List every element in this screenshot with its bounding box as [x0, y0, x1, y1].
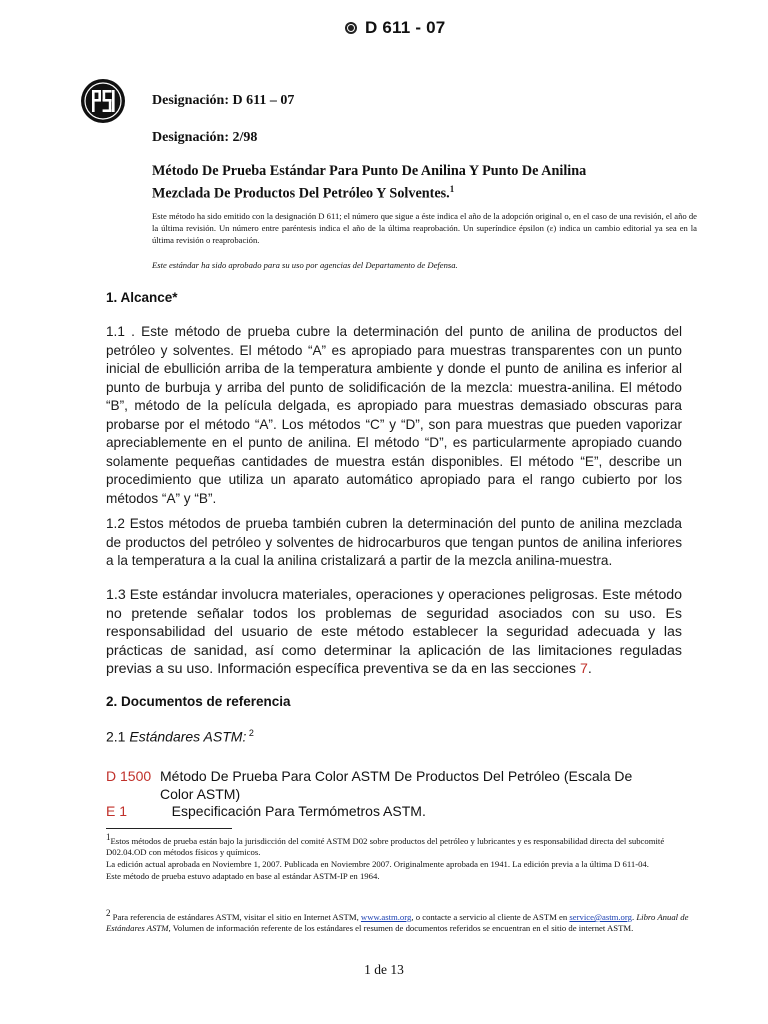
reference-row: [106, 802, 666, 820]
footnote-1-line: La edición actual aprobada en Noviembre 1, 2007. Publicada en Noviembre 2007. Originalmente aprobada en 1941. La edición previa a la última D 611-04.: [106, 859, 649, 870]
section-2-heading: 2. Documentos de referencia: [106, 694, 291, 709]
page-number: 1 de 13: [364, 962, 404, 977]
section-1-heading: 1. Alcance*: [106, 290, 178, 305]
paragraph-1-3: [106, 586, 682, 679]
footnote-divider: [106, 828, 232, 829]
astm-website-link[interactable]: www.astm.org: [360, 911, 412, 922]
document-code: D 611 - 07: [365, 18, 446, 37]
footnote-1-line: $^1$Estos métodos de prueba están bajo la jurisdicción del comité ASTM D02 sobre productos del petróleo y lubricantes y es responsabilidad directa del subcomité D02.04.OD con métodos físicos y químicos.: [106, 832, 665, 858]
subsection-2-1-number: 2.1: [106, 728, 130, 745]
document-code-header: [345, 18, 445, 38]
subsection-2-1: [106, 728, 254, 745]
astm-email-link[interactable]: service@astm.org: [569, 911, 632, 922]
designation-line-1: Designación: D 611 – 07: [152, 93, 295, 108]
astm-small-logo-icon: [345, 22, 357, 34]
issuance-note: Este método ha sido emitido con la designación D 611; el número que sigue a éste indica el año de la adopción original o, en el caso de una revisión, el año de la última revisión. Un número entre paréntesis indica el año de la última reaprobación. Un superíndice épsilon (ε) indica un cambio editorial ya sea en la última revisión o reaprobación.: [152, 211, 697, 245]
footnote-1: [106, 832, 696, 882]
document-title-text: Método De Prueba Estándar Para Punto De Anilina Y Punto De Anilina Mezclada De Productos Del Petróleo Y Solventes.: [152, 163, 587, 202]
designation-line-2: Designación: 2/98: [152, 130, 258, 145]
reference-title: Método De Prueba Para Color ASTM De Productos Del Petróleo (Escala De Color ASTM): [160, 768, 633, 802]
annual-book-title: Libro Anual de Estándares ASTM: [106, 911, 689, 934]
paragraph-1-3-end: .: [587, 661, 592, 677]
defense-note: Este estándar ha sido aprobado para su uso por agencias del Departamento de Defensa.: [152, 260, 458, 270]
reference-title: Especificación Para Termómetros ASTM.: [160, 803, 426, 819]
footnote-1-mark: 1: [106, 832, 111, 842]
reference-code-link[interactable]: D 1500: [106, 768, 152, 784]
document-title: [152, 162, 632, 203]
paragraph-1-2: 1.2 Estos métodos de prueba también cubren la determinación del punto de anilina mezclada de productos del petróleo y solventes de hidrocarburos que tengan puntos de anilina inferiores a la temperatura a la cual la anilina cristalizará a partir de la mezcla anilina-muestra.: [106, 516, 682, 568]
subsection-2-1-label: Estándares ASTM:: [129, 728, 247, 745]
footnote-1-line: Este método de prueba estuvo adaptado en base al estándar ASTM-IP en 1964.: [106, 870, 380, 881]
footnote-2-mark: 2: [106, 908, 111, 918]
footnote-2: $^2$ Para referencia de estándares ASTM, visitar el sitio en Internet ASTM, www.astm.org, o contacte a servicio al cliente de ASTM en service@astm.org. Libro Anual de Estándares ASTM, Volumen de información referente de los estándares el resumen de documentos referidos se encuentran en el sitio de internet ASTM.: [106, 908, 689, 934]
paragraph-1-3-text: 1.3 Este estándar involucra materiales, operaciones y operaciones peligrosas. Este método no pretende señalar todos los problemas de seguridad asociados con su uso. Es responsabilidad del usuario de este método establecer la seguridad adecuada y las prácticas de sanidad, así como determinar la aplicación de las limitaciones reguladas previas a su uso. Información específica preventiva se da en las secciones: [106, 587, 682, 677]
astm-logo-icon: [80, 78, 126, 124]
title-footnote-mark: 1: [449, 184, 455, 194]
reference-row: [106, 767, 666, 803]
subsection-2-1-footnote-mark: 2: [246, 728, 254, 738]
reference-code-link[interactable]: E 1: [106, 803, 128, 819]
section-7-link[interactable]: 7: [579, 661, 588, 677]
paragraph-1-1: 1.1 . Este método de prueba cubre la determinación del punto de anilina de productos del petróleo y solventes. El método “A” es apropiado para muestras transparentes con un punto inicial de ebullición arriba de la temperatura ambiente y donde el punto de anilina es inferior al punto de burbuja y arriba del punto de solidificación de la mezcla: muestra-anilina. El método “B”, método de la película delgada, es apropiado para muestras demasiado obscuras para probarse por el método “A”. Los métodos “C” y “D”, son para muestras que pueden vaporizar apreciablemente en el punto de anilina. El método “D”, es particularmente apropiado cuando solamente pequeñas cantidades de muestra están disponibles. El método “E”, describe un procedimiento que utiliza un aparato automático apropiado para el rango cubierto por los métodos “A” y “B”.: [106, 324, 682, 506]
